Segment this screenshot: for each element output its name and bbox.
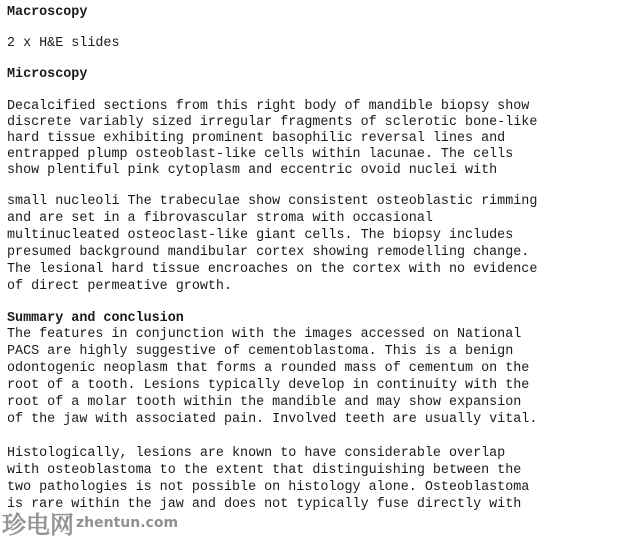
microscopy-p1-line: hard tissue exhibiting prominent basophilic reversal lines and	[7, 131, 506, 146]
summary-p1-line: of the jaw with associated pain. Involved teeth are usually vital.	[7, 412, 538, 427]
summary-p1-line: root of a tooth. Lesions typically develop in continuity with the	[7, 378, 530, 393]
macroscopy-text: 2 x H&E slides	[7, 36, 120, 51]
microscopy-heading: Microscopy	[7, 67, 88, 82]
microscopy-p1-line: discrete variably sized irregular fragments of sclerotic bone-like	[7, 115, 538, 130]
summary-heading: Summary and conclusion	[7, 311, 184, 326]
summary-p2-line: two pathologies is not possible on histology alone. Osteoblastoma	[7, 480, 530, 495]
summary-p1-line: root of a molar tooth within the mandible and may show expansion	[7, 395, 522, 410]
microscopy-p2-line: The lesional hard tissue encroaches on the cortex with no evidence	[7, 262, 538, 277]
summary-p2-line: is rare within the jaw and does not typically fuse directly with	[7, 497, 522, 512]
watermark-url: zhentun.com	[76, 515, 179, 531]
macroscopy-heading: Macroscopy	[7, 5, 88, 20]
microscopy-p2-line: presumed background mandibular cortex showing remodelling change.	[7, 245, 530, 260]
summary-p1-line: odontogenic neoplasm that forms a rounded mass of cementum on the	[7, 361, 530, 376]
microscopy-p1-line: Decalcified sections from this right body of mandible biopsy show	[7, 99, 530, 114]
microscopy-p2-line: multinucleated osteoclast-like giant cells. The biopsy includes	[7, 228, 514, 243]
microscopy-p2-line: of direct permeative growth.	[7, 279, 232, 294]
summary-p2-line: Histologically, lesions are known to have considerable overlap	[7, 446, 506, 461]
microscopy-p1-line: entrapped plump osteoblast-like cells within lacunae. The cells	[7, 147, 514, 162]
watermark	[2, 507, 178, 537]
summary-p2-line: with osteoblastoma to the extent that distinguishing between the	[7, 463, 522, 478]
microscopy-p2-line: and are set in a fibrovascular stroma with occasional	[7, 211, 433, 226]
microscopy-p2-line: small nucleoli The trabeculae show consistent osteoblastic rimming	[7, 194, 538, 209]
microscopy-p1-line: show plentiful pink cytoplasm and eccentric ovoid nuclei with	[7, 163, 498, 178]
watermark-logo: 珍电网	[2, 510, 74, 539]
summary-p1-line: The features in conjunction with the images accessed on National	[7, 327, 522, 342]
summary-p1-line: PACS are highly suggestive of cementoblastoma. This is a benign	[7, 344, 514, 359]
